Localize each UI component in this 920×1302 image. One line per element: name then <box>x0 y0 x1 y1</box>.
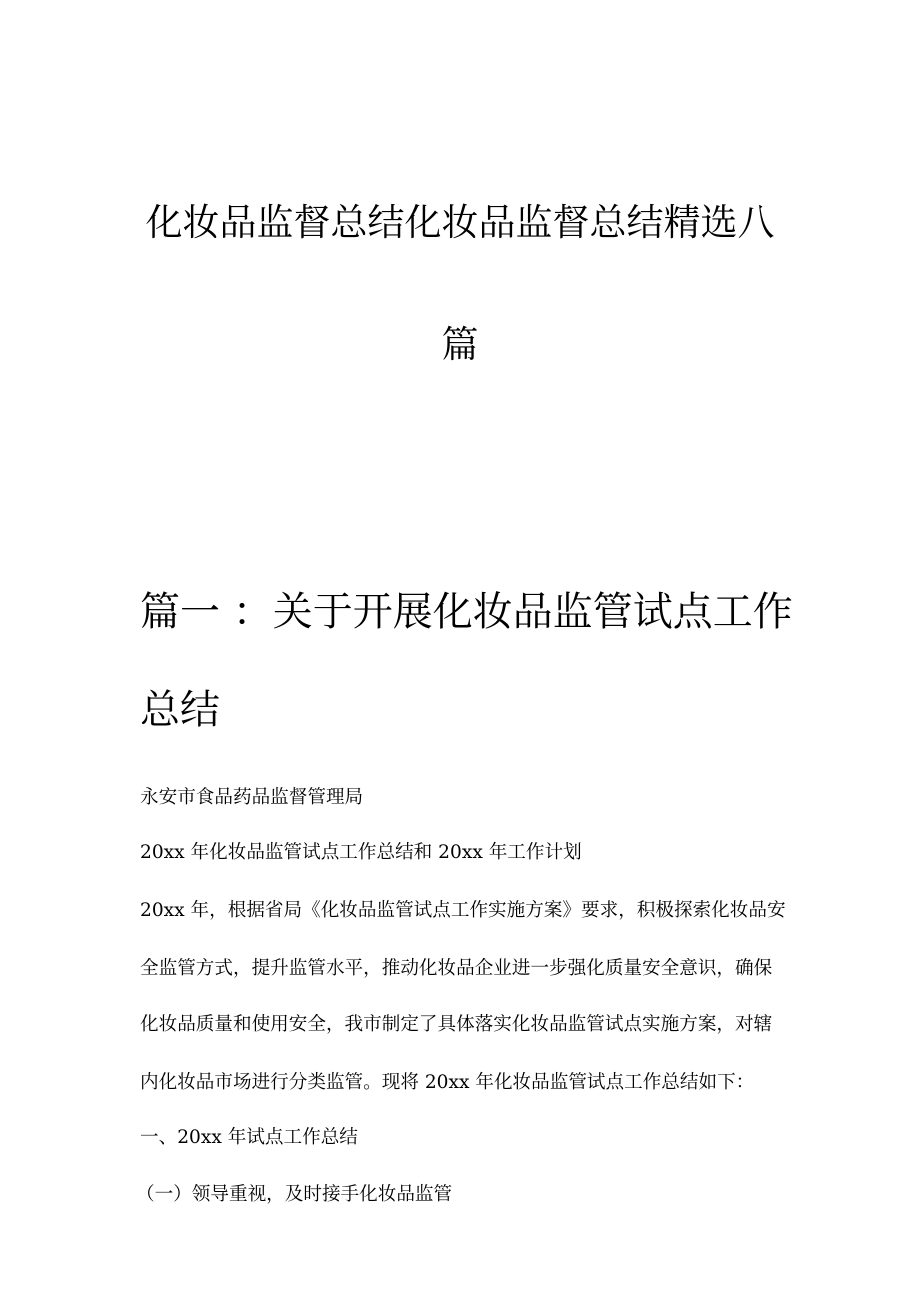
paragraph-line: 内化妆品市场进行分类监管。现将 20xx 年化妆品监管试点工作总结如下： <box>140 1072 755 1093</box>
issuer-line: 永安市食品药品监督管理局 <box>140 787 364 808</box>
document-title-line-2: 篇 <box>441 323 479 366</box>
paragraph-line: 全监管方式，提升监管水平，推动化妆品企业进一步强化质量安全意识，确保 <box>140 958 773 979</box>
section-heading-line-1: 篇一 ：关于开展化妆品监管试点工作 <box>140 589 793 635</box>
paragraph-line: 20xx 年，根据省局《化妆品监管试点工作实施方案》要求，积极探索化妆品安 <box>140 900 786 921</box>
section-heading-line-2: 总结 <box>140 687 220 733</box>
report-subtitle: 20xx 年化妆品监管试点工作总结和 20xx 年工作计划 <box>140 842 582 863</box>
document-title-line-1: 化妆品监督总结化妆品监督总结精选八 <box>145 201 775 244</box>
paragraph-line: 化妆品质量和使用安全，我市制定了具体落实化妆品监管试点实施方案，对辖 <box>140 1014 773 1035</box>
subsection-heading: （一）领导重视，及时接手化妆品监管 <box>136 1184 453 1205</box>
subsection-heading: 一、20xx 年试点工作总结 <box>140 1127 358 1148</box>
